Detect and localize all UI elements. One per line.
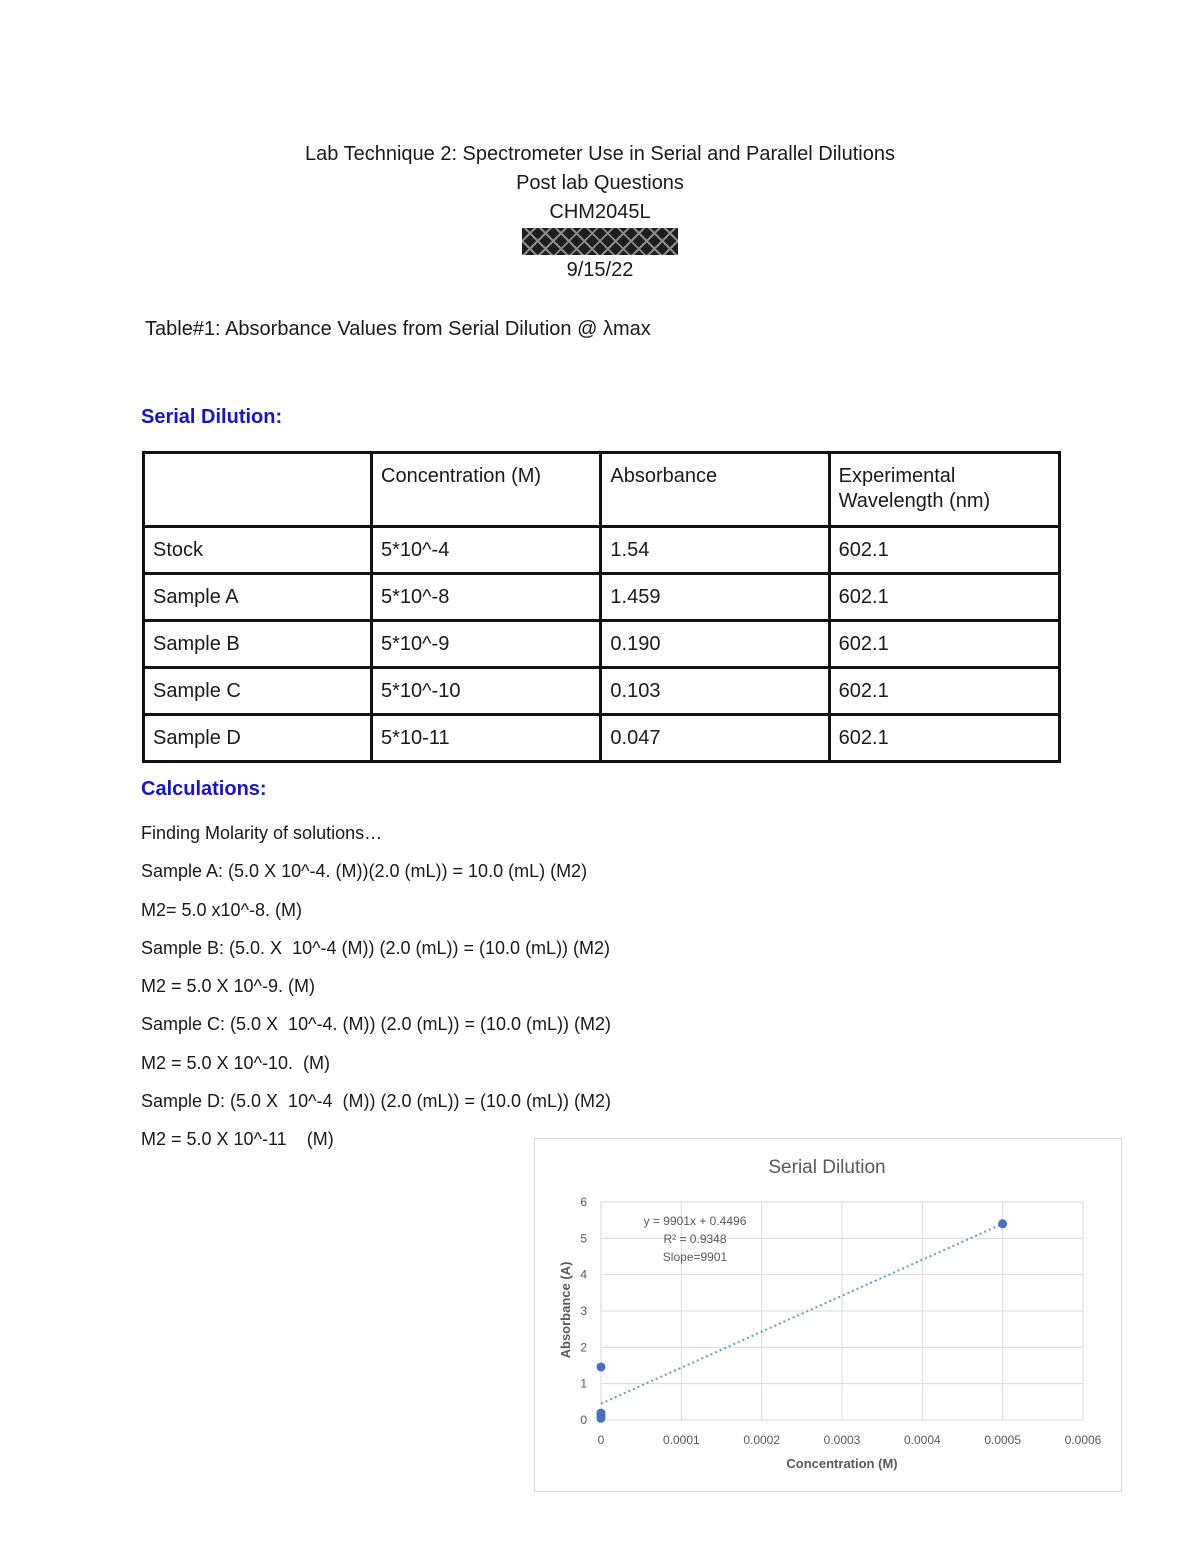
table-cell: 5*10^-8 (372, 574, 601, 621)
header-cell: Absorbance (601, 453, 829, 527)
calc-line: M2= 5.0 x10^-8. (M) (141, 899, 302, 920)
trendline-slope: Slope=9901 (662, 1250, 728, 1264)
table-cell: 602.1 (829, 668, 1059, 715)
y-tick-label: 2 (580, 1340, 587, 1355)
table-cell: 1.459 (601, 574, 829, 621)
calculation-lines (141, 820, 611, 1165)
y-axis-label: Absorbance (A) (558, 1261, 573, 1359)
calc-line: Sample C: (5.0 X 10^-4. (M)) (2.0 (mL)) = (10.0 (mL)) (M2) (141, 1014, 612, 1035)
calc-line: M2 = 5.0 X 10^-11 (M) (141, 1129, 334, 1150)
x-tick-label: 0.0005 (984, 1433, 1022, 1447)
x-axis-label: Concentration (M) (786, 1456, 898, 1471)
course-code: CHM2045L (549, 201, 651, 223)
calc-line: M2 = 5.0 X 10^-9. (M) (141, 976, 316, 997)
y-tick-label: 0 (580, 1413, 587, 1427)
calc-line: Sample B: (5.0. X 10^-4 (M)) (2.0 (mL)) = (10.0 (mL)) (M2) (141, 937, 611, 958)
trendline (601, 1224, 1003, 1404)
table-cell: Sample C (144, 668, 372, 715)
y-tick-label: 6 (580, 1195, 587, 1209)
table-cell: 602.1 (829, 621, 1059, 668)
table-cell: 0.103 (601, 668, 829, 715)
table-cell: 602.1 (829, 715, 1059, 762)
x-tick-label: 0 (597, 1433, 605, 1447)
absorbance-table (142, 451, 1061, 763)
y-tick-label: 1 (580, 1376, 587, 1391)
table-cell: Sample D (144, 715, 372, 762)
calculations-heading: Calculations: (141, 778, 267, 800)
header-cell: Concentration (M) (372, 453, 601, 527)
table-cell: 5*10^-4 (372, 527, 601, 574)
x-tick-label: 0.0006 (1064, 1433, 1102, 1447)
table-cell: 1.54 (601, 527, 829, 574)
table-cell: 602.1 (829, 574, 1059, 621)
chart-title: Serial Dilution (768, 1157, 886, 1178)
data-point (597, 1362, 606, 1371)
table-header-row (144, 453, 1060, 527)
document-date: 9/15/22 (566, 259, 634, 281)
data-point (597, 1414, 606, 1423)
table-row (144, 574, 1060, 621)
y-tick-label: 4 (580, 1267, 587, 1282)
trendline-r-squared: R² = 0.9348 (663, 1232, 727, 1246)
trendline-equation: y = 9901x + 0.4496 (643, 1214, 747, 1228)
calc-line: Sample A: (5.0 X 10^-4. (M))(2.0 (mL)) = 10.0 (mL) (M2) (141, 861, 588, 882)
table-cell: 0.190 (601, 621, 829, 668)
x-tick-label: 0.0001 (662, 1433, 700, 1447)
document-header (0, 140, 1200, 285)
table-cell: 0.047 (601, 715, 829, 762)
redaction-block (522, 228, 678, 255)
document-subtitle: Post lab Questions (516, 172, 684, 194)
document-title: Lab Technique 2: Spectrometer Use in Serial and Parallel Dilutions (305, 143, 895, 165)
table-row (144, 715, 1060, 762)
y-tick-label: 5 (580, 1231, 587, 1246)
x-tick-label: 0.0003 (823, 1433, 861, 1447)
trendline-annotation (644, 1214, 747, 1264)
redacted-name (0, 227, 1200, 256)
table-cell: Sample B (144, 621, 372, 668)
table-cell: 602.1 (829, 527, 1059, 574)
table-cell: Sample A (144, 574, 372, 621)
table-row (144, 621, 1060, 668)
table-cell: 5*10^-10 (372, 668, 601, 715)
chart-svg (535, 1139, 1121, 1491)
y-tick-label: 3 (580, 1304, 587, 1318)
x-tick-label: 0.0002 (743, 1433, 781, 1447)
table-cell: 5*10^-9 (372, 621, 601, 668)
table-row (144, 527, 1060, 574)
calc-line: Finding Molarity of solutions… (141, 823, 383, 843)
calc-line: Sample D: (5.0 X 10^-4 (M)) (2.0 (mL)) = (10.0 (mL)) (M2) (141, 1091, 612, 1112)
x-tick-label: 0.0004 (903, 1433, 941, 1447)
header-cell: Experimental Wavelength (nm) (829, 453, 1059, 527)
table-cell: 5*10-11 (372, 715, 601, 762)
header-cell (144, 453, 372, 527)
data-point (998, 1219, 1007, 1228)
serial-dilution-heading: Serial Dilution: (141, 406, 283, 428)
table-cell: Stock (144, 527, 372, 574)
serial-dilution-chart (534, 1138, 1122, 1492)
calc-line: M2 = 5.0 X 10^-10. (M) (141, 1052, 331, 1073)
table-row (144, 668, 1060, 715)
table-caption: Table#1: Absorbance Values from Serial Dilution @ λmax (145, 318, 651, 340)
